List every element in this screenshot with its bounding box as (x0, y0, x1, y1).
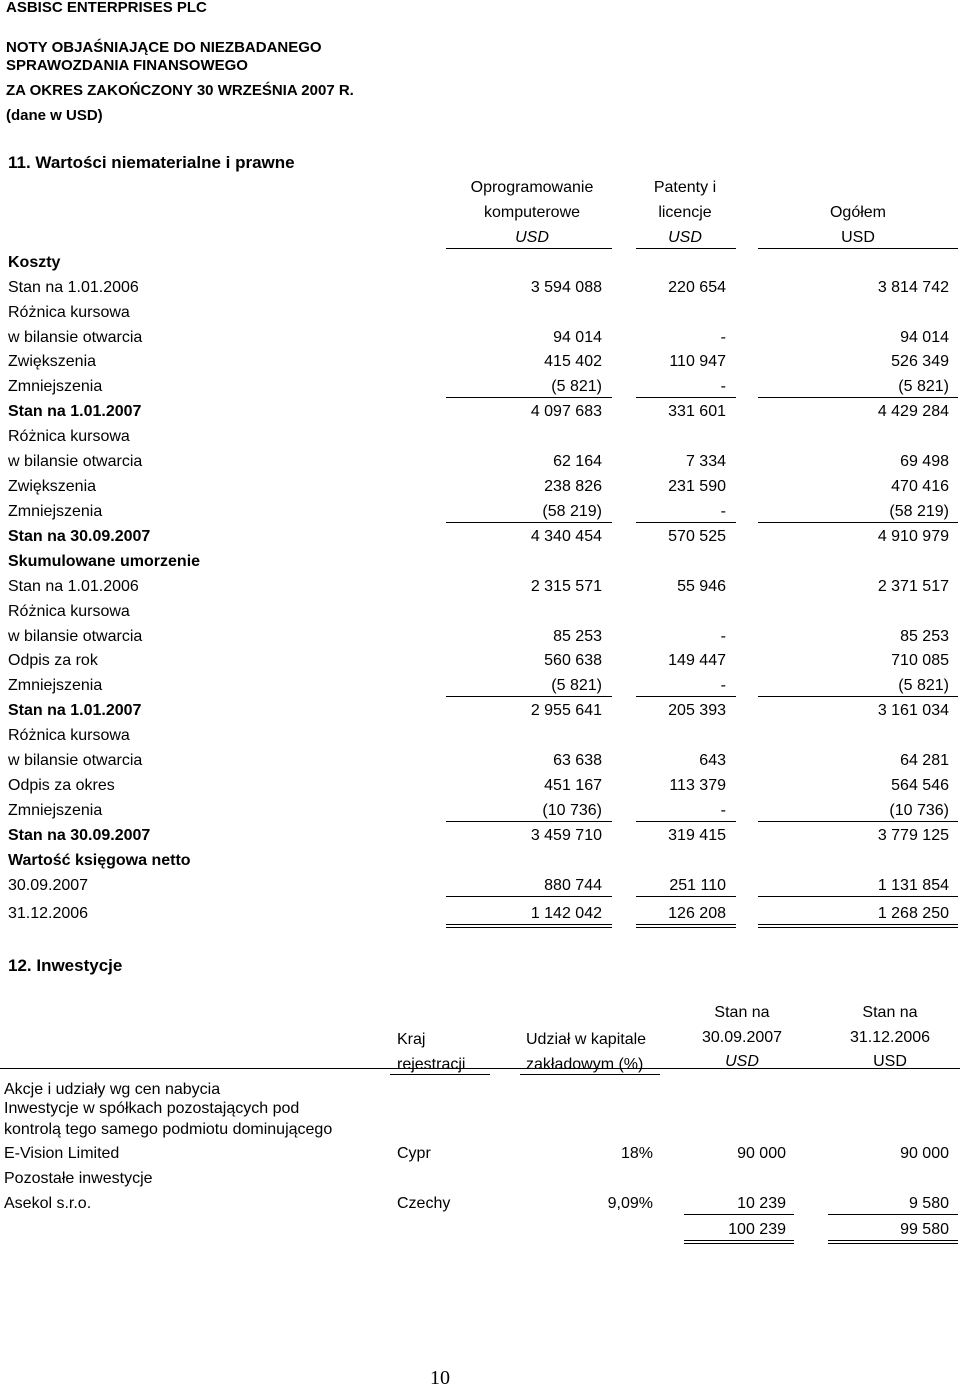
note11-value-col1: (5 821) (551, 378, 602, 395)
note12-udzial-underline (520, 1074, 660, 1075)
note11-total-underline (758, 522, 958, 523)
note11-value-col1: 880 744 (544, 877, 602, 894)
note12-col-stan2-line1: Stan na (862, 1004, 918, 1021)
note12-col-udzial-line2: zakładowym (%) (526, 1056, 644, 1073)
note11-value-col3: 64 281 (900, 752, 949, 769)
note12-col-stan2-unit: USD (873, 1053, 907, 1070)
note11-row-label: Stan na 1.01.2007 (8, 702, 142, 719)
note11-value-col3: 94 014 (900, 329, 949, 346)
note11-row-label: 30.09.2007 (8, 877, 89, 894)
units-line: (dane w USD) (6, 107, 103, 124)
period-line: ZA OKRES ZAKOŃCZONY 30 WRZEŚNIA 2007 R. (6, 82, 354, 99)
note11-value-col3: 3 161 034 (877, 702, 949, 719)
note11-row-label: Wartość księgowa netto (8, 852, 191, 869)
note11-row-label: Odpis za rok (8, 652, 98, 669)
note11-col2-header-underline (636, 248, 736, 249)
note12-col-kraj-line2: rejestracji (397, 1056, 466, 1073)
note11-value-col3: 4 910 979 (877, 528, 949, 545)
note11-value-col2: - (720, 503, 726, 520)
company-name: ASBISC ENTERPRISES PLC (6, 0, 207, 16)
note11-value-col1: 4 340 454 (530, 528, 602, 545)
investment-country: Cypr (397, 1145, 431, 1162)
total-value-2006: 99 580 (900, 1221, 949, 1238)
note11-row-label: Skumulowane umorzenie (8, 553, 201, 570)
note11-col3-line2: Ogółem (829, 204, 887, 221)
investment-value-2007: 10 239 (737, 1195, 786, 1212)
note11-total-underline (636, 924, 736, 925)
note12-col-stan2-line2: 31.12.2006 (849, 1029, 931, 1046)
note11-row-label: Stan na 1.01.2006 (8, 279, 139, 296)
note11-value-col1: 560 638 (544, 652, 602, 669)
note12-section-inwest-line1: Inwestycje w spółkach pozostających pod (4, 1100, 300, 1117)
note11-col1-line2: komputerowe (483, 204, 581, 221)
note11-value-col2: 220 654 (668, 279, 726, 296)
total-2007-double-underline-bottom (684, 1243, 794, 1244)
note11-value-col2: 126 208 (668, 905, 726, 922)
note11-value-col2: - (720, 677, 726, 694)
note11-value-col3: 1 268 250 (877, 905, 949, 922)
investment-value-2007: 90 000 (737, 1145, 786, 1162)
investment-value-2006: 90 000 (900, 1145, 949, 1162)
note11-col1-header-underline (446, 248, 612, 249)
note11-total-underline (446, 821, 612, 822)
note11-total-underline (758, 821, 958, 822)
note12-section-pozostale: Pozostałe inwestycje (4, 1170, 153, 1187)
note12-col-udzial-line1: Udział w kapitale (526, 1031, 647, 1048)
note12-col-stan1-unit: USD (725, 1053, 759, 1070)
note11-col2-unit: USD (668, 229, 702, 246)
note12-section-inwest-line2: kontrolą tego samego podmiotu dominującego (4, 1121, 333, 1138)
page-number: 10 (430, 1367, 450, 1389)
note11-col1-line1: Oprogramowanie (470, 179, 594, 196)
note11-value-col3: (58 219) (889, 503, 949, 520)
note11-value-col1: 451 167 (544, 777, 602, 794)
note11-value-col1: 3 459 710 (530, 827, 602, 844)
note11-value-col1: 2 315 571 (530, 578, 602, 595)
note11-value-col1: 2 955 641 (530, 702, 602, 719)
note11-row-label: Różnica kursowa (8, 727, 130, 744)
note11-value-col1: (10 736) (542, 802, 602, 819)
note12-title: 12. Inwestycje (8, 956, 123, 975)
note11-col3-header-underline (758, 248, 958, 249)
note11-value-col1: 3 594 088 (530, 279, 602, 296)
note11-total-underline (636, 927, 736, 928)
investment-share: 18% (620, 1145, 653, 1162)
note11-value-col1: 85 253 (553, 628, 602, 645)
note11-total-underline (446, 896, 612, 897)
total-value-2007: 100 239 (728, 1221, 786, 1238)
note11-col3-unit: USD (841, 229, 875, 246)
note11-value-col3: 710 085 (891, 652, 949, 669)
note11-row-label: Zwiększenia (8, 478, 97, 495)
note11-value-col2: - (720, 628, 726, 645)
note11-value-col3: 3 814 742 (877, 279, 949, 296)
note11-value-col2: 331 601 (668, 403, 726, 420)
note11-row-label: Zmniejszenia (8, 802, 103, 819)
note11-value-col1: (58 219) (542, 503, 602, 520)
investment-value-2006: 9 580 (908, 1195, 949, 1212)
note11-value-col1: 415 402 (544, 353, 602, 370)
note11-col1-unit: USD (515, 229, 549, 246)
note11-value-col2: - (720, 329, 726, 346)
note11-value-col1: (5 821) (551, 677, 602, 694)
note11-row-label: Różnica kursowa (8, 428, 130, 445)
note11-value-col3: 470 416 (891, 478, 949, 495)
investment-country: Czechy (397, 1195, 451, 1212)
note11-value-col1: 63 638 (553, 752, 602, 769)
note11-value-col3: 2 371 517 (877, 578, 949, 595)
note11-row-label: Stan na 1.01.2007 (8, 403, 142, 420)
note11-total-underline (758, 896, 958, 897)
note11-row-label: Zmniejszenia (8, 677, 103, 694)
note11-row-label: Stan na 1.01.2006 (8, 578, 139, 595)
note11-value-col3: 3 779 125 (877, 827, 949, 844)
note11-row-label: Odpis za okres (8, 777, 115, 794)
note11-value-col3: 69 498 (900, 453, 949, 470)
note11-total-underline (446, 522, 612, 523)
note11-value-col2: 113 379 (669, 777, 726, 794)
note11-row-label: Zwiększenia (8, 353, 97, 370)
note11-value-col1: 4 097 683 (530, 403, 602, 420)
note11-row-label: w bilansie otwarcia (8, 453, 143, 470)
note11-row-label: Stan na 30.09.2007 (8, 827, 151, 844)
note11-total-underline (446, 924, 612, 925)
note11-total-underline (446, 927, 612, 928)
investment-name: Asekol s.r.o. (4, 1195, 92, 1212)
total-2006-double-underline-top (828, 1240, 958, 1241)
note11-total-underline (446, 696, 612, 697)
note11-value-col2: 205 393 (668, 702, 726, 719)
total-2007-double-underline-top (684, 1240, 794, 1241)
note11-value-col2: 570 525 (668, 528, 726, 545)
note11-total-underline (758, 924, 958, 925)
document-title-line2: SPRAWOZDANIA FINANSOWEGO (6, 57, 248, 74)
investment-share: 9,09% (607, 1195, 653, 1212)
note12-section-akcje: Akcje i udziały wg cen nabycia (4, 1081, 221, 1098)
note11-row-label: w bilansie otwarcia (8, 329, 143, 346)
note11-total-underline (758, 927, 958, 928)
note11-row-label: w bilansie otwarcia (8, 628, 143, 645)
note11-value-col2: 251 110 (669, 877, 726, 894)
note11-col2-line2: licencje (658, 204, 712, 221)
note11-col2-line1: Patenty i (653, 179, 717, 196)
asekol-2006-underline (828, 1214, 958, 1215)
note12-col-stan1-line2: 30.09.2007 (701, 1029, 783, 1046)
note11-row-label: Różnica kursowa (8, 603, 130, 620)
note11-value-col3: 564 546 (891, 777, 949, 794)
note11-total-underline (636, 397, 736, 398)
note11-value-col2: 319 415 (668, 827, 726, 844)
note11-value-col3: (5 821) (898, 677, 949, 694)
note11-total-underline (446, 397, 612, 398)
note11-row-label: 31.12.2006 (8, 905, 89, 922)
note11-total-underline (636, 696, 736, 697)
asekol-2007-underline (684, 1214, 794, 1215)
note11-value-col2: 149 447 (668, 652, 726, 669)
note12-header-rule (0, 1068, 960, 1069)
note11-total-underline (758, 397, 958, 398)
note11-value-col2: 55 946 (677, 578, 726, 595)
note11-value-col3: 526 349 (891, 353, 949, 370)
note11-value-col1: 62 164 (553, 453, 602, 470)
total-2006-double-underline-bottom (828, 1243, 958, 1244)
note11-value-col3: (5 821) (898, 378, 949, 395)
note11-value-col2: 231 590 (668, 478, 726, 495)
note11-title: 11. Wartości niematerialne i prawne (8, 153, 295, 172)
note11-value-col1: 1 142 042 (530, 905, 602, 922)
note11-value-col2: - (720, 802, 726, 819)
note11-row-label: Stan na 30.09.2007 (8, 528, 151, 545)
note11-value-col3: (10 736) (889, 802, 949, 819)
note11-total-underline (636, 821, 736, 822)
note12-kraj-underline (390, 1074, 490, 1075)
note11-value-col3: 1 131 854 (877, 877, 949, 894)
note12-col-stan1-line1: Stan na (714, 1004, 770, 1021)
investment-name: E-Vision Limited (4, 1145, 120, 1162)
note11-value-col3: 85 253 (900, 628, 949, 645)
note11-total-underline (758, 696, 958, 697)
note11-total-underline (636, 522, 736, 523)
note12-col-kraj-line1: Kraj (397, 1031, 426, 1048)
note11-value-col3: 4 429 284 (877, 403, 949, 420)
document-title-line1: NOTY OBJAŚNIAJĄCE DO NIEZBADANEGO (6, 39, 322, 56)
note11-row-label: w bilansie otwarcia (8, 752, 143, 769)
note11-row-label: Zmniejszenia (8, 503, 103, 520)
note11-row-label: Koszty (8, 254, 61, 271)
note11-value-col2: 7 334 (685, 453, 726, 470)
note11-value-col1: 238 826 (544, 478, 602, 495)
note11-value-col2: 110 947 (669, 353, 726, 370)
note11-value-col1: 94 014 (553, 329, 602, 346)
note11-total-underline (636, 896, 736, 897)
note11-value-col2: 643 (699, 752, 726, 769)
note11-row-label: Zmniejszenia (8, 378, 103, 395)
note11-value-col2: - (720, 378, 726, 395)
note11-row-label: Różnica kursowa (8, 304, 130, 321)
